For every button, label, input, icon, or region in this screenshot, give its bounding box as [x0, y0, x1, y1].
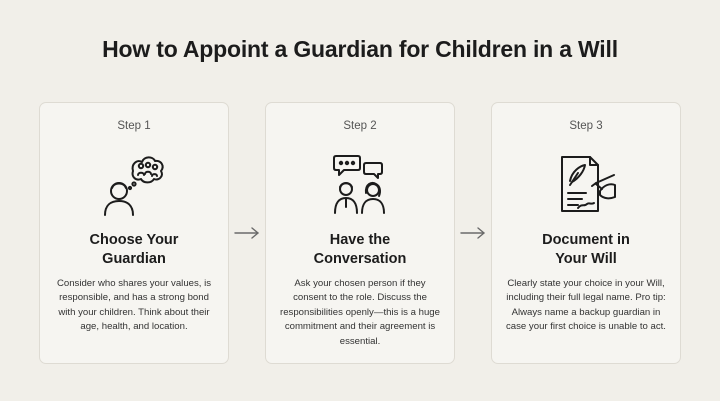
person-thinking-of-family-icon [100, 151, 168, 219]
step-card-3 [491, 102, 681, 364]
page-title: How to Appoint a Guardian for Children in a Will [102, 36, 618, 62]
step-title: Document in Your Will [542, 232, 630, 267]
step-description: Consider who shares your values, is responsible, and has a strong bond with your children. Think about their age, health, and location. [56, 278, 212, 333]
step-description: Ask your chosen person if they consent to the role. Discuss the responsibilities openly—this is a huge commitment and their agreement is essential. [280, 278, 440, 347]
step-label: Step 1 [117, 120, 151, 132]
signing-document-icon [552, 151, 620, 219]
step-label: Step 2 [343, 120, 377, 132]
two-people-conversation-icon [326, 151, 394, 219]
step-title: Have the Conversation [313, 232, 407, 267]
step-label: Step 3 [569, 120, 603, 132]
step-card-2 [265, 102, 455, 364]
step-card-1 [39, 102, 229, 364]
step-title: Choose Your Guardian [89, 232, 179, 267]
arrow-right-icon [234, 226, 260, 240]
arrow-right-icon [460, 226, 486, 240]
step-description: Clearly state your choice in your Will, including their full legal name. Pro tip: Always name a backup guardian in case your first choice is unable to act. [506, 278, 666, 333]
